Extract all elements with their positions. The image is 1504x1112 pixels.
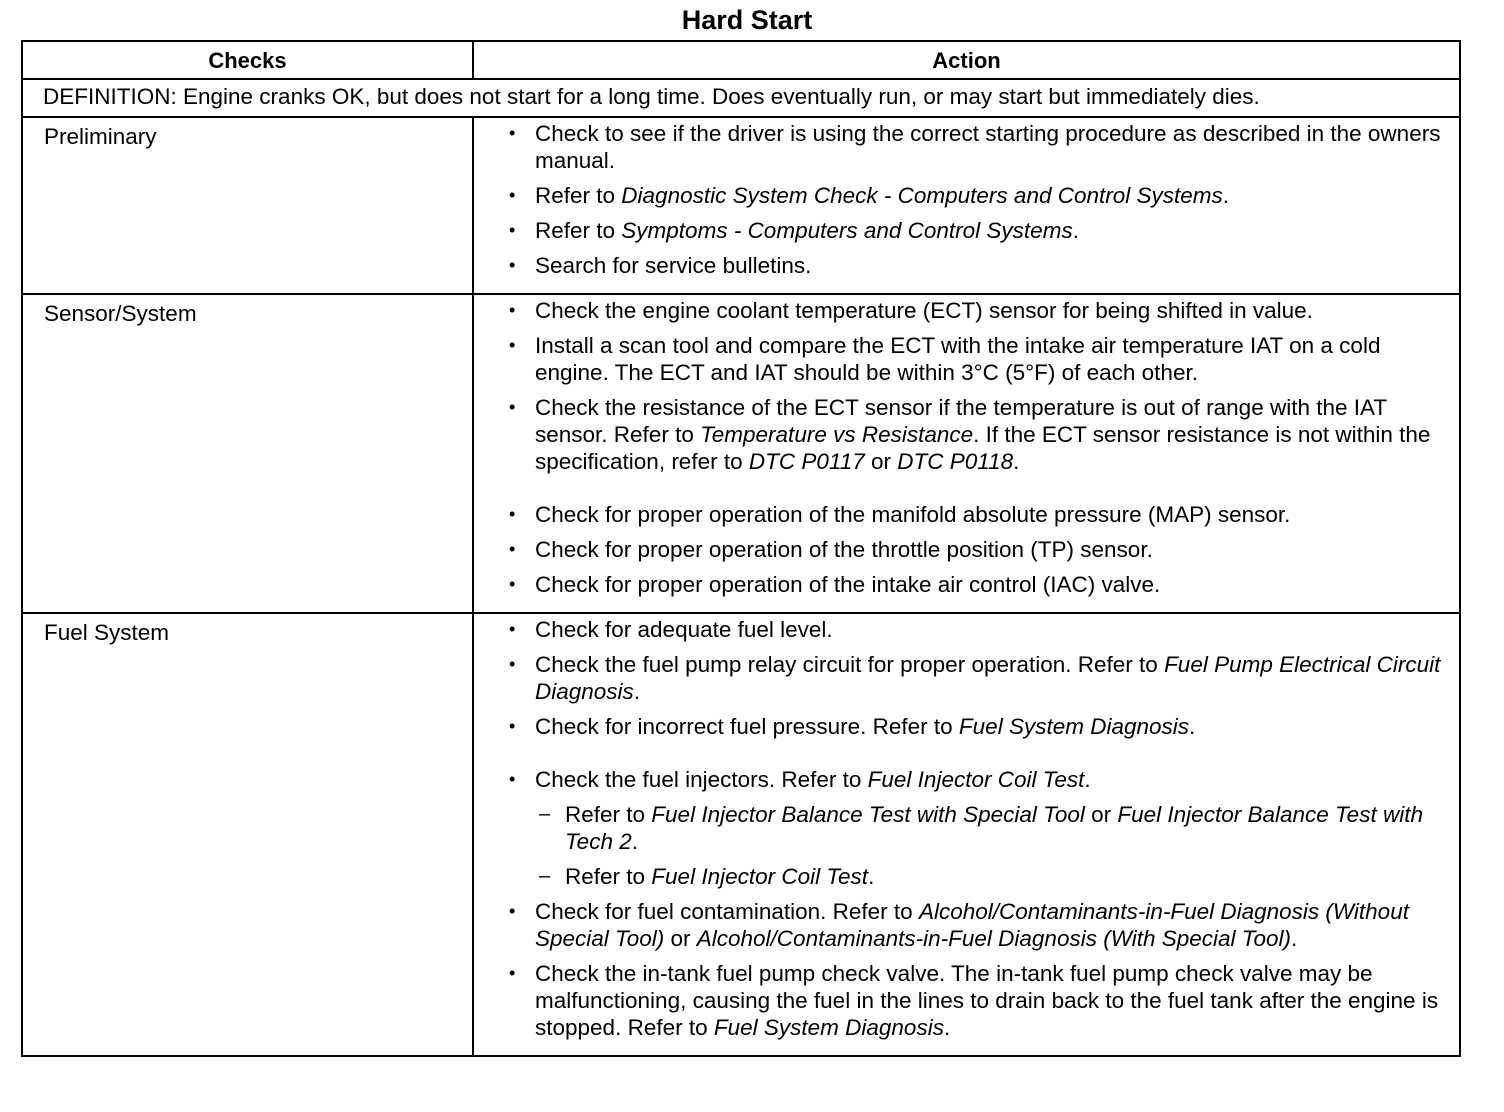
reference-text: Temperature vs Resistance bbox=[700, 422, 974, 447]
action-text: Check the fuel pump relay circuit for proper operation. Refer to bbox=[535, 652, 1165, 677]
action-list bbox=[474, 295, 1459, 612]
action-text: Check for proper operation of the throttle position (TP) sensor. bbox=[535, 537, 1153, 562]
action-sub-item bbox=[509, 863, 1445, 890]
reference-text: Symptoms - Computers and Control Systems bbox=[621, 218, 1073, 243]
action-text: . bbox=[1189, 714, 1196, 739]
reference-text: Fuel System Diagnosis bbox=[958, 714, 1190, 739]
action-item bbox=[509, 713, 1445, 740]
action-text: Refer to bbox=[565, 802, 652, 827]
action-header: Action bbox=[473, 41, 1460, 79]
action-text: or bbox=[864, 449, 898, 474]
action-text: or bbox=[1084, 802, 1118, 827]
action-item bbox=[509, 252, 1445, 279]
action-item bbox=[509, 332, 1445, 386]
bullet-icon: • bbox=[509, 123, 516, 143]
bullet-icon: • bbox=[509, 769, 516, 789]
action-text: Refer to bbox=[535, 218, 622, 243]
action-text: . bbox=[1072, 218, 1079, 243]
action-item bbox=[509, 297, 1445, 324]
section-row bbox=[22, 117, 1460, 294]
action-cell bbox=[473, 294, 1460, 613]
bullet-icon: • bbox=[509, 539, 516, 559]
bullet-icon: • bbox=[509, 574, 516, 594]
check-category: Sensor/System bbox=[22, 294, 473, 613]
action-text: Check the engine coolant temperature (ECT) sensor for being shifted in value. bbox=[535, 298, 1313, 323]
action-item bbox=[509, 898, 1445, 952]
bullet-icon: • bbox=[509, 901, 516, 921]
section-row bbox=[22, 613, 1460, 1056]
action-list bbox=[474, 614, 1459, 1055]
action-text: Refer to bbox=[565, 864, 652, 889]
action-text: Refer to bbox=[535, 183, 622, 208]
reference-text: Fuel Injector Coil Test bbox=[651, 864, 869, 889]
bullet-icon: • bbox=[509, 220, 516, 240]
action-text: or bbox=[664, 926, 697, 951]
action-item bbox=[509, 182, 1445, 209]
reference-text: Fuel Injector Balance Test with Tech 2 bbox=[565, 802, 1423, 854]
action-text: Check for fuel contamination. Refer to bbox=[535, 899, 919, 924]
action-text: . bbox=[1084, 767, 1091, 792]
action-text: Check the resistance of the ECT sensor if the temperature is out of range with the IAT sensor. Refer to bbox=[535, 395, 1387, 447]
check-category: Fuel System bbox=[22, 613, 473, 1056]
action-text: . bbox=[631, 829, 638, 854]
reference-text: Fuel Injector Balance Test with Special Tool bbox=[651, 802, 1085, 827]
bullet-icon: • bbox=[509, 504, 516, 524]
bullet-icon: • bbox=[509, 335, 516, 355]
bullet-icon: • bbox=[509, 255, 516, 275]
action-text: . bbox=[1222, 183, 1230, 208]
action-text: Check for proper operation of the manifold absolute pressure (MAP) sensor. bbox=[535, 502, 1291, 527]
action-item bbox=[509, 651, 1445, 705]
action-item bbox=[509, 120, 1445, 174]
bullet-icon: • bbox=[509, 619, 516, 639]
action-text: . bbox=[943, 1015, 951, 1040]
action-text: Check for proper operation of the intake air control (IAC) valve. bbox=[535, 572, 1161, 597]
action-cell bbox=[473, 117, 1460, 294]
bullet-icon: • bbox=[509, 397, 516, 417]
reference-text: Diagnostic System Check - Computers and Control Systems bbox=[621, 183, 1223, 208]
definition-row bbox=[22, 79, 1460, 117]
action-sub-item bbox=[509, 801, 1445, 855]
action-text: . bbox=[868, 864, 875, 889]
bullet-icon: • bbox=[509, 716, 516, 736]
reference-text: Fuel Injector Coil Test bbox=[867, 767, 1085, 792]
reference-text: Fuel System Diagnosis bbox=[713, 1015, 944, 1040]
reference-text: DTC P0117 bbox=[748, 449, 865, 474]
action-text: Install a scan tool and compare the ECT with the intake air temperature IAT on a cold engine. The ECT and IAT should be within 3°C (5°F) of each other. bbox=[535, 333, 1381, 385]
definition-text: DEFINITION: Engine cranks OK, but does not start for a long time. Does eventually run, or may start but immediately dies. bbox=[22, 79, 1460, 117]
action-text: Search for service bulletins. bbox=[535, 253, 812, 278]
action-item bbox=[509, 536, 1445, 563]
bullet-icon: • bbox=[509, 185, 516, 205]
action-list bbox=[474, 118, 1459, 293]
reference-text: Alcohol/Contaminants-in-Fuel Diagnosis (Without Special Tool) bbox=[535, 899, 1409, 951]
dash-icon: – bbox=[539, 803, 551, 825]
action-text: . If the ECT sensor resistance is not within the specification, refer to bbox=[535, 422, 1431, 474]
action-cell bbox=[473, 613, 1460, 1056]
action-item bbox=[509, 571, 1445, 598]
action-item bbox=[509, 766, 1445, 793]
bullet-icon: • bbox=[509, 963, 516, 983]
check-category: Preliminary bbox=[22, 117, 473, 294]
bullet-icon: • bbox=[509, 654, 516, 674]
action-text: Check the fuel injectors. Refer to bbox=[535, 767, 868, 792]
reference-text: DTC P0118 bbox=[897, 449, 1014, 474]
action-item bbox=[509, 960, 1445, 1041]
action-item bbox=[509, 394, 1445, 475]
dash-icon: – bbox=[539, 865, 551, 887]
reference-text: Fuel Pump Electrical Circuit Diagnosis bbox=[535, 652, 1441, 704]
action-item bbox=[509, 217, 1445, 244]
section-row bbox=[22, 294, 1460, 613]
action-text: Check for incorrect fuel pressure. Refer to bbox=[535, 714, 959, 739]
action-item bbox=[509, 616, 1445, 643]
action-text: . bbox=[1291, 926, 1298, 951]
action-text: . bbox=[633, 679, 641, 704]
reference-text: Alcohol/Contaminants-in-Fuel Diagnosis (With Special Tool) bbox=[696, 926, 1291, 951]
action-text: Check to see if the driver is using the correct starting procedure as described in the owners manual. bbox=[535, 121, 1441, 173]
action-text: Check the in-tank fuel pump check valve. The in-tank fuel pump check valve may be malfunctioning, causing the fuel in the lines to drain back to the fuel tank after the engine is stopped. Refer to bbox=[535, 961, 1439, 1040]
bullet-icon: • bbox=[509, 300, 516, 320]
action-text: Check for adequate fuel level. bbox=[535, 617, 833, 642]
action-text: . bbox=[1013, 449, 1020, 474]
checks-header: Checks bbox=[22, 41, 473, 79]
hard-start-table bbox=[21, 40, 1461, 1057]
header-row bbox=[22, 41, 1460, 79]
action-item bbox=[509, 501, 1445, 528]
document-title: Hard Start bbox=[681, 5, 813, 35]
